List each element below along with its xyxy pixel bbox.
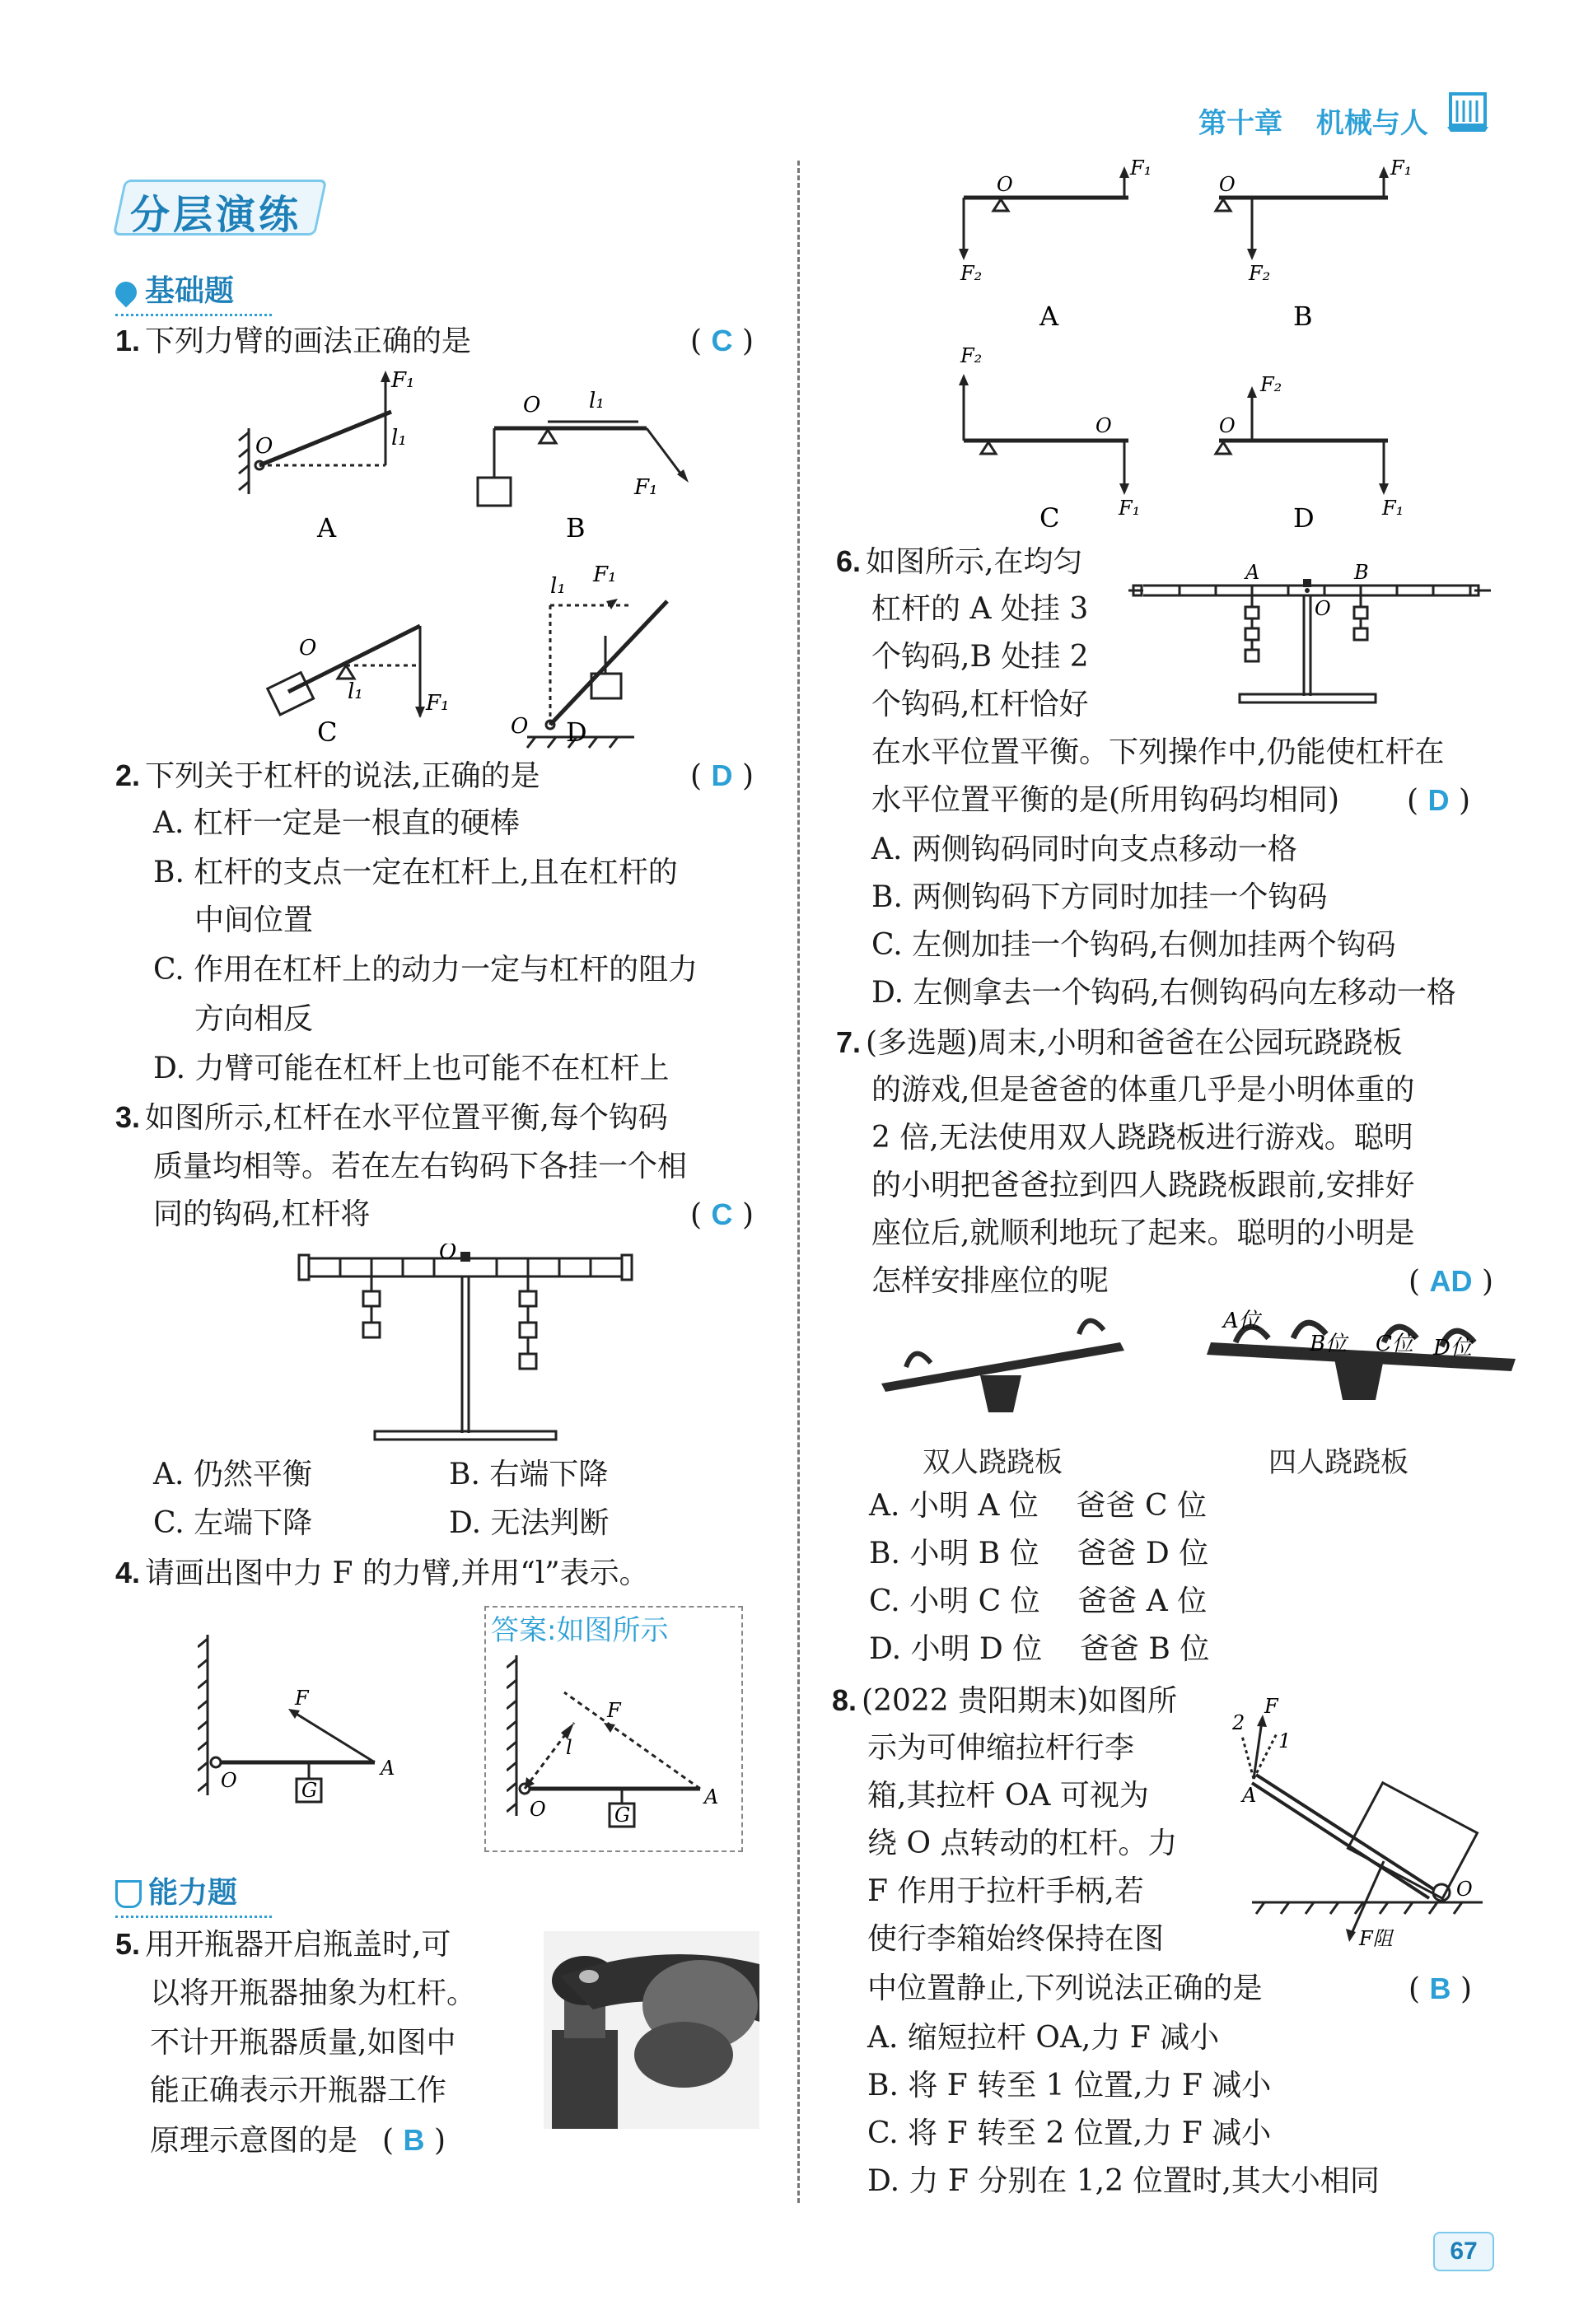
q7-stem-line: 的小明把爸爸拉到四人跷跷板跟前,安排好 — [871, 1169, 1415, 1202]
svg-text:A: A — [1242, 1784, 1257, 1807]
q7-stem-line: 的游戏,但是爸爸的体重几乎是小明体重的 — [871, 1073, 1415, 1107]
q2-option: 方向相反 — [194, 1002, 314, 1036]
q7-option: B. 小明 B 位 爸爸 D 位 — [869, 1537, 1209, 1570]
q5-stem-line: 不计开瓶器质量,如图中 — [150, 2026, 456, 2060]
q6-option: C. 左侧加挂一个钩码,右侧加挂两个钩码 — [871, 928, 1396, 962]
q6-option: B. 两侧钩码下方同时加挂一个钩码 — [871, 880, 1328, 914]
q2-option: C. 作用在杠杆上的动力一定与杠杆的阻力 — [153, 953, 698, 987]
q6-answer: ( D ) — [1407, 783, 1470, 818]
svg-text:O: O — [997, 173, 1013, 196]
q2-option: B. 杠杆的支点一定在杠杆上,且在杠杆的 — [153, 856, 678, 889]
q5-stem-line: 能正确表示开瓶器工作 — [150, 2074, 447, 2107]
svg-text:F₂: F₂ — [960, 344, 983, 367]
svg-text:O: O — [523, 393, 541, 418]
q5-label-c: C — [1039, 502, 1060, 534]
q8-stem-line: F 作用于拉杆手柄,若 — [867, 1874, 1144, 1908]
svg-text:O: O — [511, 714, 529, 739]
svg-text:F₁: F₁ — [593, 562, 617, 587]
svg-text:l₁: l₁ — [589, 389, 605, 413]
q1-label-b: B — [566, 512, 586, 544]
q1-stem: 1. 下列力臂的画法正确的是 — [115, 324, 472, 358]
svg-text:F: F — [1264, 1695, 1278, 1718]
chapter-number: 第十章 — [1198, 108, 1282, 139]
svg-text:O: O — [530, 1798, 546, 1821]
q3-option: D. 无法判断 — [449, 1506, 610, 1540]
q1-label-a: A — [317, 512, 337, 544]
q5-stem-line: 以将开瓶器抽象为杠杆。 — [150, 1976, 477, 2010]
q8-option: D. 力 F 分别在 1,2 位置时,其大小相同 — [867, 2164, 1380, 2198]
q3-stem: 3. 如图所示,杠杆在水平位置平衡,每个钩码 — [115, 1100, 668, 1135]
svg-text:F₁: F₁ — [1130, 156, 1152, 180]
q7-seat-b: B位 — [1310, 1332, 1348, 1356]
svg-text:O: O — [1095, 414, 1112, 437]
svg-text:l₁: l₁ — [550, 574, 566, 599]
svg-text:F₂: F₂ — [1260, 373, 1282, 396]
svg-text:O: O — [1219, 173, 1236, 196]
q8-stem-line: 绕 O 点转动的杠杆。力 — [867, 1827, 1178, 1860]
q6-lever-figure — [1128, 556, 1491, 712]
subsection-basic: 基础题 — [115, 268, 272, 316]
q6-stem-line: 个钩码,杠杆恰好 — [871, 688, 1089, 721]
q4-stem: 4. 请画出图中力 F 的力臂,并用“l”表示。 — [115, 1556, 649, 1590]
q8-stem-line: 使行李箱始终保持在图 — [867, 1922, 1165, 1956]
q2-option: D. 力臂可能在杠杆上也可能不在杠杆上 — [153, 1052, 670, 1085]
q5-stem-line: 原理示意图的是 ( B ) — [150, 2123, 446, 2158]
q7-seat-c: C位 — [1376, 1332, 1413, 1356]
q3-stem-line: 质量均相等。若在左右钩码下各挂一个相 — [153, 1150, 688, 1183]
flask-icon — [115, 1880, 142, 1908]
q8-option: B. 将 F 转至 1 位置,力 F 减小 — [867, 2069, 1272, 2102]
q5-label-b: B — [1293, 301, 1313, 332]
svg-text:O: O — [439, 1244, 457, 1264]
section-title: 分层演练 — [122, 180, 293, 236]
q1-label-c: C — [317, 716, 338, 748]
svg-text:A: A — [381, 1757, 395, 1780]
q8-option: A. 缩短拉杆 OA,力 F 减小 — [867, 2021, 1220, 2055]
svg-text:F₁: F₁ — [1119, 497, 1141, 520]
q2-option: A. 杠杆一定是一根直的硬棒 — [153, 806, 520, 840]
q7-answer: ( AD ) — [1408, 1264, 1493, 1299]
heart-icon — [111, 278, 142, 308]
q6-stem-line: 杠杆的 A 处挂 3 — [871, 592, 1089, 626]
q2-stem: 2. 下列关于杠杆的说法,正确的是 — [115, 758, 540, 793]
q7-option: C. 小明 C 位 爸爸 A 位 — [869, 1584, 1208, 1618]
q5-stem: 5. 用开瓶器开启瓶盖时,可 — [115, 1927, 451, 1962]
subsection-ability: 能力题 — [115, 1869, 272, 1918]
book-icon — [1446, 89, 1491, 134]
q7-stem: 7. (多选题)周末,小明和爸爸在公园玩跷跷板 — [836, 1025, 1403, 1060]
q2-answer: ( D ) — [690, 758, 754, 793]
q7-seat-d: D位 — [1433, 1336, 1472, 1360]
q7-seesaw-photos — [873, 1309, 1516, 1433]
svg-text:O: O — [1315, 597, 1331, 620]
q1-figure — [231, 362, 741, 758]
q8-stem-line: 箱,其拉杆 OA 可视为 — [867, 1779, 1149, 1813]
q2-option: 中间位置 — [194, 903, 314, 937]
svg-text:1: 1 — [1278, 1729, 1292, 1752]
svg-text:O: O — [1456, 1878, 1473, 1901]
svg-text:F: F — [295, 1687, 309, 1710]
q8-option: C. 将 F 转至 2 位置,力 F 减小 — [867, 2116, 1272, 2150]
svg-text:O: O — [299, 636, 317, 660]
q3-stem-line: 同的钩码,杠杆将 — [153, 1197, 371, 1231]
svg-text:F₁: F₁ — [1382, 497, 1404, 520]
svg-text:F₂: F₂ — [1249, 262, 1271, 285]
svg-text:F₁: F₁ — [634, 475, 658, 500]
q1-answer: ( C ) — [690, 324, 754, 358]
chapter-title: 机械与人 — [1315, 108, 1428, 139]
q8-stem: 8. (2022 贵阳期末)如图所 — [832, 1683, 1178, 1718]
q3-option: A. 仍然平衡 — [153, 1458, 312, 1491]
q3-answer: ( C ) — [690, 1197, 754, 1232]
svg-text:2: 2 — [1232, 1711, 1245, 1734]
svg-text:F阻: F阻 — [1359, 1927, 1393, 1950]
q7-option: A. 小明 A 位 爸爸 C 位 — [869, 1489, 1207, 1523]
q7-caption-two: 双人跷跷板 — [923, 1446, 1063, 1479]
q3-lever-figure — [292, 1244, 638, 1449]
q6-stem: 6. 如图所示,在均匀 — [836, 544, 1083, 579]
q5-bottle-opener-photo — [544, 1931, 759, 2129]
svg-text:B: B — [1354, 561, 1369, 584]
svg-text:l₁: l₁ — [391, 426, 407, 450]
q7-option: D. 小明 D 位 爸爸 B 位 — [869, 1632, 1210, 1666]
svg-text:F₁: F₁ — [391, 368, 415, 393]
q1-label-d: D — [566, 716, 587, 748]
q7-caption-four: 四人跷跷板 — [1268, 1446, 1408, 1479]
svg-text:O: O — [221, 1769, 237, 1792]
q6-option: A. 两侧钩码同时向支点移动一格 — [871, 833, 1297, 866]
svg-text:F₂: F₂ — [960, 262, 983, 285]
svg-text:A: A — [1245, 561, 1260, 584]
q7-stem-line: 2 倍,无法使用双人跷跷板进行游戏。聪明 — [871, 1121, 1413, 1155]
column-divider — [797, 161, 800, 2203]
q7-stem-line: 座位后,就顺利地玩了起来。聪明的小明是 — [871, 1216, 1415, 1250]
q8-stem-line: 示为可伸缩拉杆行李 — [867, 1731, 1135, 1765]
q3-option: B. 右端下降 — [449, 1458, 609, 1491]
svg-text:O: O — [1219, 414, 1236, 437]
q5-label-d: D — [1293, 502, 1315, 534]
svg-text:A: A — [704, 1785, 719, 1808]
svg-text:F: F — [607, 1699, 621, 1722]
q8-answer: ( B ) — [1408, 1972, 1472, 2006]
q6-stem-line: 个钩码,B 处挂 2 — [871, 640, 1089, 674]
svg-text:O: O — [255, 434, 273, 459]
page-number: 67 — [1433, 2232, 1494, 2271]
q6-stem-line: 水平位置平衡的是(所用钩码均相同) — [871, 783, 1340, 817]
svg-text:G: G — [301, 1779, 318, 1802]
q3-option: C. 左端下降 — [153, 1506, 313, 1540]
q4-answer-figure — [507, 1647, 729, 1845]
svg-text:F₁: F₁ — [426, 691, 450, 716]
q6-stem-line: 在水平位置平衡。下列操作中,仍能使杠杆在 — [871, 735, 1445, 769]
q8-suitcase-figure — [1219, 1680, 1499, 1960]
q5-options-figure — [939, 156, 1499, 535]
q6-option: D. 左侧拿去一个钩码,右侧钩码向左移动一格 — [871, 976, 1456, 1010]
q8-stem-line: 中位置静止,下列说法正确的是 — [867, 1972, 1263, 2005]
svg-text:l: l — [566, 1736, 572, 1759]
chapter-header — [1198, 100, 1428, 141]
svg-text:l₁: l₁ — [348, 679, 363, 704]
q4-question-figure — [198, 1626, 412, 1824]
svg-text:G: G — [614, 1804, 631, 1827]
svg-text:F₁: F₁ — [1390, 156, 1413, 180]
q5-label-a: A — [1039, 301, 1059, 332]
q7-stem-line: 怎样安排座位的呢 — [871, 1264, 1109, 1298]
q7-seat-a: A位 — [1223, 1309, 1260, 1333]
q4-answer-label: 答案:如图所示 — [491, 1614, 669, 1647]
